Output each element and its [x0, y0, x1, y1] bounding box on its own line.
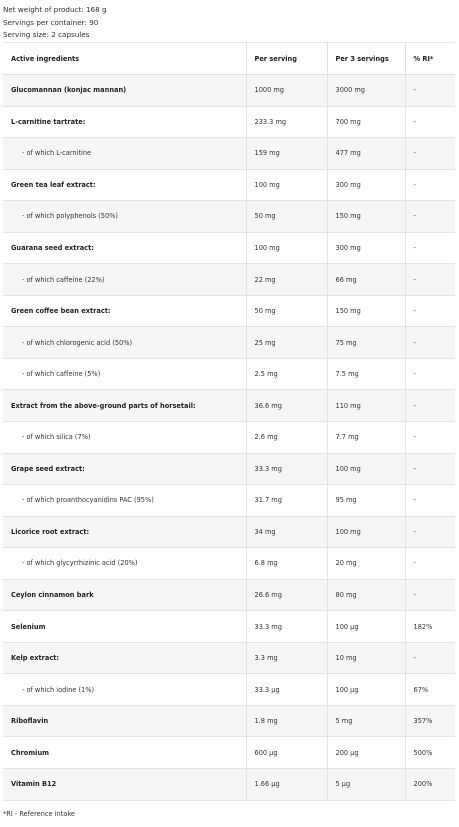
footnote: *RI - Reference intake: [3, 810, 75, 818]
ri-cell: -: [405, 390, 455, 422]
ingredient-name-cell: Vitamin B12: [3, 769, 246, 801]
serving-size: Serving size: 2 capsules: [3, 30, 90, 39]
ingredient-name-cell: - of which caffeine (5%): [3, 358, 246, 390]
header-ri: % RI*: [405, 43, 455, 75]
table-row: [3, 579, 455, 611]
table-row: [3, 705, 455, 737]
per-3-servings-cell: 300 mg: [327, 169, 405, 201]
per-3-servings-cell: 100 mg: [327, 516, 405, 548]
ingredient-name-cell: - of which polyphenols (50%): [3, 201, 246, 233]
per-serving-cell: 1.66 µg: [246, 769, 327, 801]
per-3-servings-cell: 80 mg: [327, 579, 405, 611]
ingredient-name-cell: Selenium: [3, 611, 246, 643]
per-serving-cell: 3.3 mg: [246, 642, 327, 674]
per-serving-cell: 100 mg: [246, 169, 327, 201]
per-3-servings-cell: 20 mg: [327, 548, 405, 580]
per-3-servings-cell: 150 mg: [327, 201, 405, 233]
per-serving-cell: 25 mg: [246, 327, 327, 359]
per-serving-cell: 50 mg: [246, 295, 327, 327]
per-serving-cell: 26.6 mg: [246, 579, 327, 611]
per-serving-cell: 33.3 µg: [246, 674, 327, 706]
table-row: [3, 264, 455, 296]
per-3-servings-cell: 75 mg: [327, 327, 405, 359]
per-serving-cell: 31.7 mg: [246, 485, 327, 517]
per-serving-cell: 33.3 mg: [246, 453, 327, 485]
table-row: [3, 548, 455, 580]
ingredient-name-cell: - of which L-carnitine: [3, 138, 246, 170]
ingredient-name-cell: - of which proanthocyanidins PAC (95%): [3, 485, 246, 517]
per-3-servings-cell: 200 µg: [327, 737, 405, 769]
ingredient-name-cell: Chromium: [3, 737, 246, 769]
ri-cell: -: [405, 232, 455, 264]
per-3-servings-cell: 477 mg: [327, 138, 405, 170]
header-active-ingredients: Active ingredients: [3, 43, 246, 75]
table-row: [3, 358, 455, 390]
per-3-servings-cell: 110 mg: [327, 390, 405, 422]
ingredient-name-cell: Glucomannan (konjac mannan): [3, 75, 246, 107]
ri-cell: 500%: [405, 737, 455, 769]
product-info: [3, 4, 107, 42]
per-serving-cell: 2.6 mg: [246, 422, 327, 454]
ingredient-name-cell: Ceylon cinnamon bark: [3, 579, 246, 611]
per-serving-cell: 22 mg: [246, 264, 327, 296]
table-row: [3, 769, 455, 801]
per-serving-cell: 100 mg: [246, 232, 327, 264]
ri-cell: 67%: [405, 674, 455, 706]
per-3-servings-cell: 5 mg: [327, 705, 405, 737]
per-serving-cell: 50 mg: [246, 201, 327, 233]
table-row: [3, 138, 455, 170]
ri-cell: -: [405, 106, 455, 138]
per-3-servings-cell: 150 mg: [327, 295, 405, 327]
per-serving-cell: 36.6 mg: [246, 390, 327, 422]
per-3-servings-cell: 100 mg: [327, 453, 405, 485]
ri-cell: -: [405, 327, 455, 359]
table-row: [3, 169, 455, 201]
per-serving-cell: 159 mg: [246, 138, 327, 170]
servings-per-container: Servings per container: 90: [3, 17, 99, 27]
ingredient-name-cell: - of which caffeine (22%): [3, 264, 246, 296]
table-row: [3, 642, 455, 674]
ri-cell: -: [405, 169, 455, 201]
table-row: [3, 295, 455, 327]
per-3-servings-cell: 5 µg: [327, 769, 405, 801]
table-row: [3, 611, 455, 643]
per-serving-cell: 1000 mg: [246, 75, 327, 107]
ri-cell: 357%: [405, 705, 455, 737]
per-serving-cell: 2.5 mg: [246, 358, 327, 390]
ingredient-name-cell: Green coffee bean extract:: [3, 295, 246, 327]
header-row: [3, 43, 455, 75]
ingredient-name-cell: Grape seed extract:: [3, 453, 246, 485]
ri-cell: -: [405, 358, 455, 390]
ingredient-name-cell: Kelp extract:: [3, 642, 246, 674]
ingredient-name-cell: - of which iodine (1%): [3, 674, 246, 706]
table-row: [3, 737, 455, 769]
per-serving-cell: 233.3 mg: [246, 106, 327, 138]
per-3-servings-cell: 100 µg: [327, 611, 405, 643]
per-3-servings-cell: 3000 mg: [327, 75, 405, 107]
table-row: [3, 232, 455, 264]
table-body: [3, 75, 455, 801]
table-row: [3, 453, 455, 485]
ingredient-name-cell: Riboflavin: [3, 705, 246, 737]
header-per-3-servings: Per 3 servings: [327, 43, 405, 75]
per-serving-cell: 34 mg: [246, 516, 327, 548]
per-3-servings-cell: 7.7 mg: [327, 422, 405, 454]
ri-cell: -: [405, 642, 455, 674]
ingredients-table: [3, 42, 455, 801]
ri-cell: -: [405, 485, 455, 517]
table-row: [3, 485, 455, 517]
ingredient-name-cell: - of which silica (7%): [3, 422, 246, 454]
ingredient-name-cell: - of which chlorogenic acid (50%): [3, 327, 246, 359]
per-3-servings-cell: 10 mg: [327, 642, 405, 674]
header-per-serving: Per serving: [246, 43, 327, 75]
per-serving-cell: 1.8 mg: [246, 705, 327, 737]
ingredient-name-cell: Extract from the above-ground parts of horsetail:: [3, 390, 246, 422]
ingredient-name-cell: Green tea leaf extract:: [3, 169, 246, 201]
table-header: [3, 43, 455, 75]
ri-cell: -: [405, 201, 455, 233]
ri-cell: 182%: [405, 611, 455, 643]
per-3-servings-cell: 66 mg: [327, 264, 405, 296]
ri-cell: -: [405, 453, 455, 485]
per-3-servings-cell: 7.5 mg: [327, 358, 405, 390]
table-row: [3, 106, 455, 138]
per-3-servings-cell: 100 µg: [327, 674, 405, 706]
ri-cell: -: [405, 548, 455, 580]
ingredient-name-cell: Guarana seed extract:: [3, 232, 246, 264]
ri-cell: 200%: [405, 769, 455, 801]
table-row: [3, 516, 455, 548]
ri-cell: -: [405, 138, 455, 170]
ri-cell: -: [405, 579, 455, 611]
ri-cell: -: [405, 264, 455, 296]
ingredient-name-cell: L-carnitine tartrate:: [3, 106, 246, 138]
per-serving-cell: 33.3 mg: [246, 611, 327, 643]
table-row: [3, 75, 455, 107]
per-3-servings-cell: 300 mg: [327, 232, 405, 264]
table-row: [3, 422, 455, 454]
ri-cell: -: [405, 75, 455, 107]
per-3-servings-cell: 700 mg: [327, 106, 405, 138]
per-3-servings-cell: 95 mg: [327, 485, 405, 517]
table-row: [3, 674, 455, 706]
ri-cell: -: [405, 516, 455, 548]
per-serving-cell: 600 µg: [246, 737, 327, 769]
ri-cell: -: [405, 422, 455, 454]
ingredient-name-cell: Licorice root extract:: [3, 516, 246, 548]
net-weight: Net weight of product: 168 g: [3, 5, 107, 14]
ri-cell: -: [405, 295, 455, 327]
table-row: [3, 390, 455, 422]
per-serving-cell: 6.8 mg: [246, 548, 327, 580]
table-row: [3, 201, 455, 233]
ingredient-name-cell: - of which glycyrrhizinic acid (20%): [3, 548, 246, 580]
table-row: [3, 327, 455, 359]
